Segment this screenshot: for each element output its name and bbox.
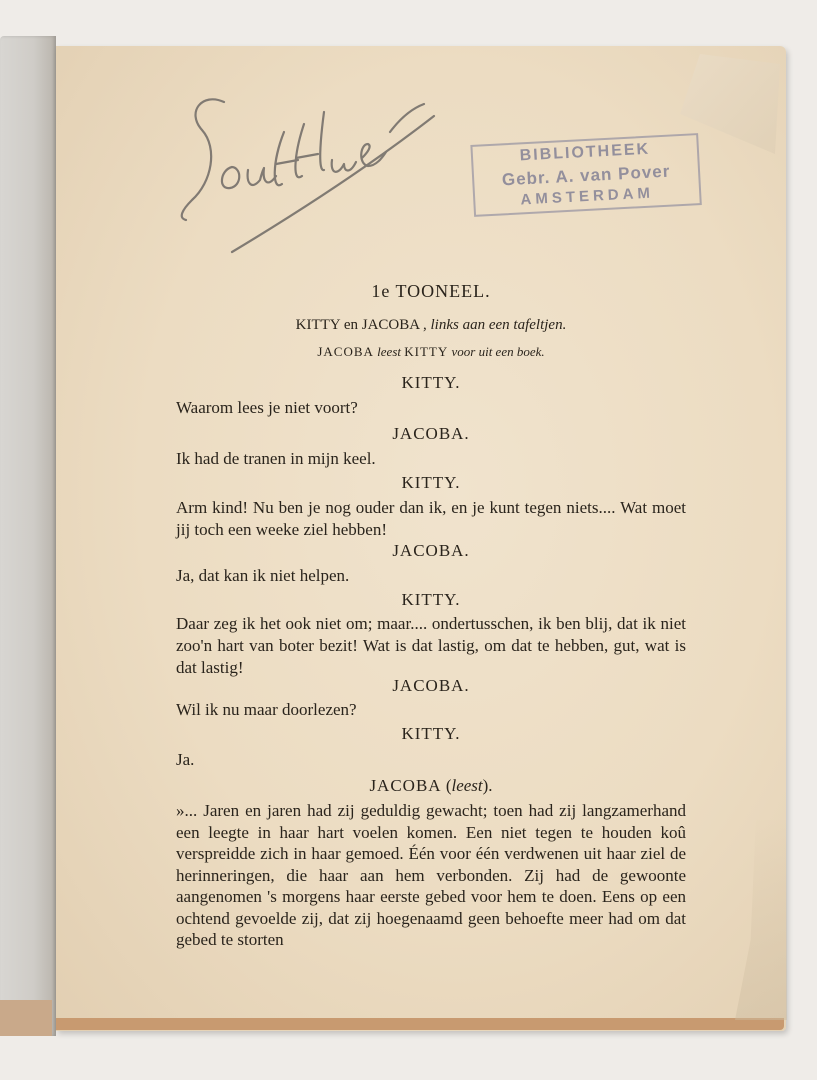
speaker-kitty: KITTY. (401, 590, 461, 609)
reading-direction: leest (451, 776, 483, 795)
page-edge (56, 1018, 784, 1030)
dialogue-line: Ja, dat kan ik niet helpen. (176, 566, 350, 585)
dialogue-line: Ja. (176, 750, 195, 769)
speaker-kitty: KITTY. (401, 724, 461, 743)
dialogue-line: Arm kind! Nu ben je nog ouder dan ik, en je kunt tegen niets.... Wat moet jij toch een weeke ziel hebben! (176, 498, 686, 539)
stamp-line-3: AMSTERDAM (520, 184, 655, 209)
dialogue-line: Daar zeg ik het ook niet om; maar.... ondertusschen, ik ben blij, dat ik niet zoo'n hart van boter bezit! Wat is dat lastig, om dat te hebben, gut, wat is dat lastig! (176, 614, 686, 677)
stage-names: KITTY en JACOBA , (295, 317, 427, 333)
speaker-kitty: KITTY. (401, 373, 461, 392)
stamp-line-2: Gebr. A. van Pover (501, 161, 671, 190)
stage2-name1: JACOBA (317, 344, 374, 359)
speaker-jacoba: JACOBA. (392, 676, 470, 695)
stage2-italic2: voor uit een boek. (451, 344, 545, 359)
dialogue-line: Wil ik nu maar doorlezen? (176, 700, 357, 719)
cover-edge (0, 1000, 52, 1036)
stamp-line-1: BIBLIOTHEEK (519, 140, 651, 165)
handwritten-signature (172, 72, 452, 262)
dialogue-line: Waarom lees je niet voort? (176, 398, 358, 417)
reading-speaker: JACOBA (369, 776, 442, 795)
stage-direction-2 (176, 341, 686, 363)
stage2-name2: KITTY (404, 344, 449, 359)
library-stamp (468, 124, 704, 222)
dialogue-line: Ik had de tranen in mijn keel. (176, 449, 376, 468)
speaker-kitty: KITTY. (401, 473, 461, 492)
stage-direction-1 (176, 314, 686, 336)
scene-heading: 1e TOONEEL. (371, 281, 491, 301)
reading-heading: JACOBA (leest). (369, 776, 493, 795)
reading-text: »... Jaren en jaren had zij geduldig gewacht; toen had zij langzamerhand een leegte in haar hart voelen komen. Een niet tegen te houden koû verspreidde zich in haar gemoed. Één voor één verdwenen uit haar ziel de herinneringen, die haar aan hem verbonden. Zij had de gewoonte aangenomen 's morgens haar eerste gebed voor hem te doen. Eens op een ochtend gevoelde zij, dat zij hoegenaamd geen behoefte meer had om dat gebed te storten (176, 801, 686, 949)
stage2-italic1: leest (377, 344, 401, 359)
book-cover (0, 36, 56, 1036)
speaker-jacoba: JACOBA. (392, 541, 470, 560)
speaker-jacoba: JACOBA. (392, 424, 470, 443)
stage-italic: links aan een tafeltjen. (430, 317, 567, 333)
